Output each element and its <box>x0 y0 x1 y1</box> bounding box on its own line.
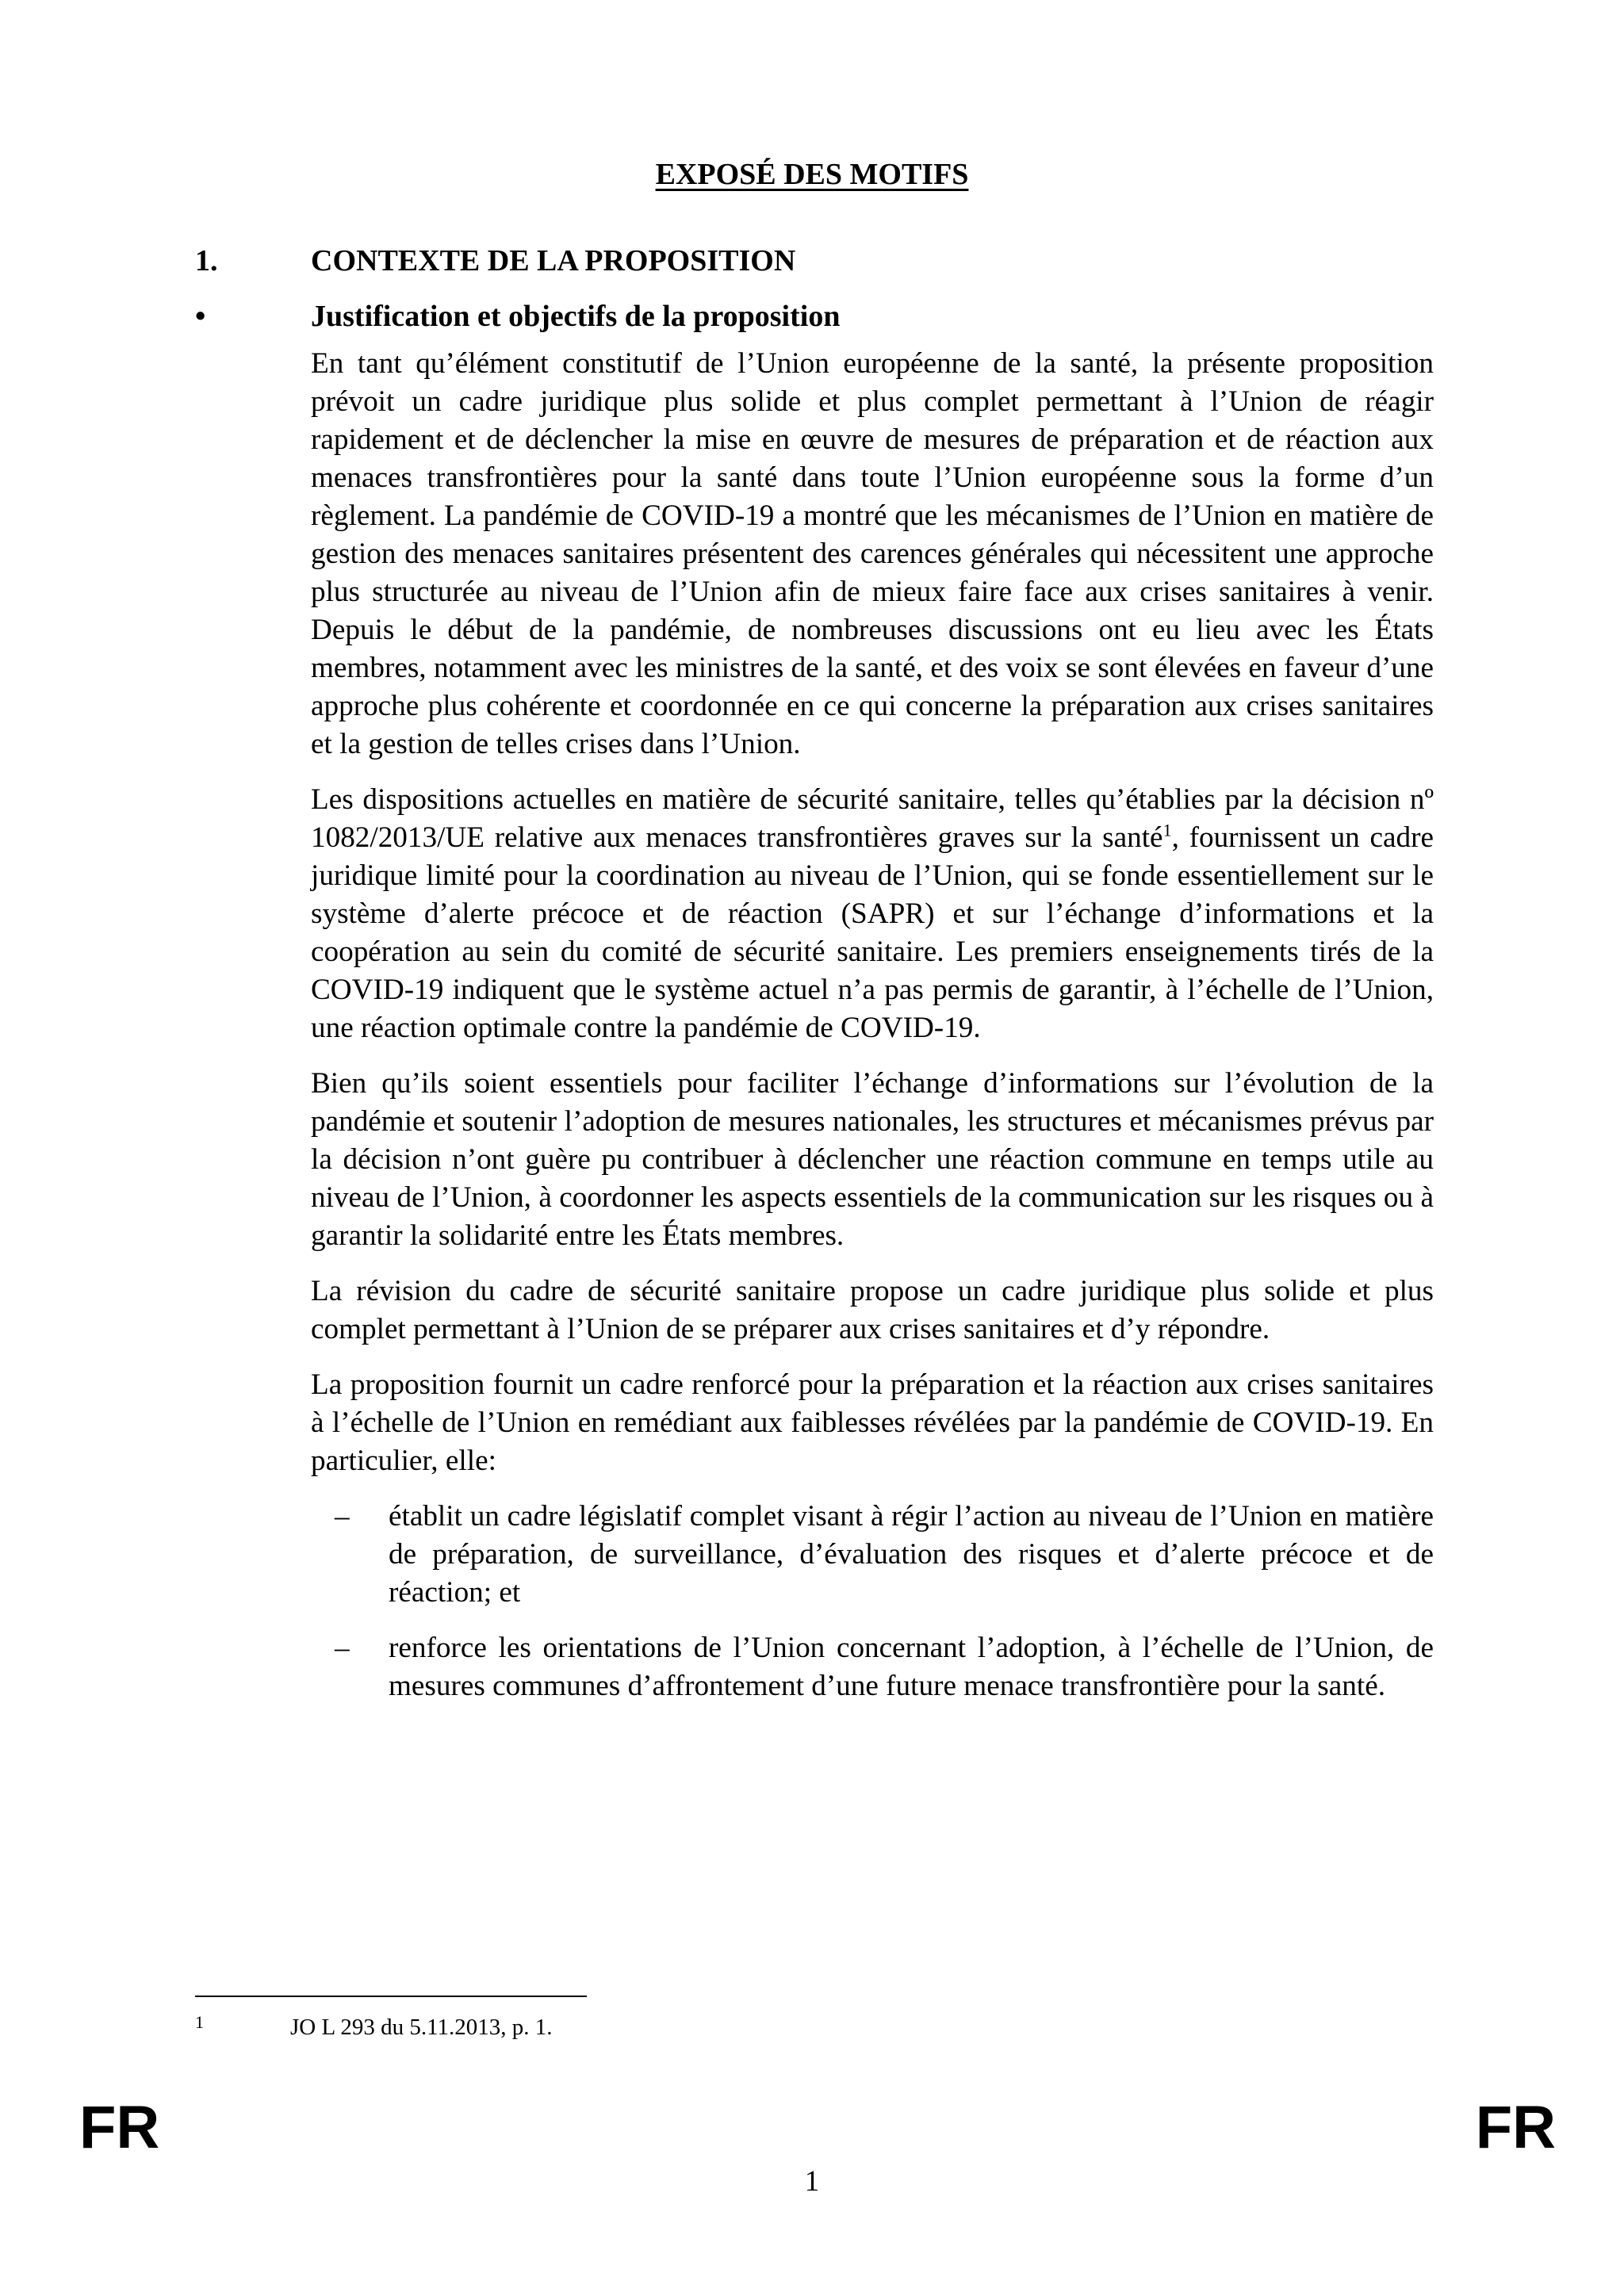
section-heading <box>195 242 795 280</box>
paragraph-2-part-1: Les dispositions actuelles en matière de sécurité sanitaire, telles qu’établies par la décision nº 1082/2013/UE relative aux menaces transfrontières graves sur la santé <box>311 783 1434 854</box>
dash-list-item <box>311 1498 1434 1612</box>
footnote-reference: 1 <box>1162 820 1172 840</box>
section-number: 1. <box>195 244 218 277</box>
bullet-icon: • <box>195 300 206 333</box>
dash-icon: – <box>335 1632 350 1664</box>
section-heading-text: CONTEXTE DE LA PROPOSITION <box>311 244 796 277</box>
subsection-heading-text: Justification et objectifs de la proposition <box>311 300 841 333</box>
body-text <box>311 345 1434 1723</box>
language-code-right: FR <box>1475 2094 1556 2161</box>
subsection-heading <box>195 297 840 335</box>
footnote <box>195 2012 553 2042</box>
paragraph-1: En tant qu’élément constitutif de l’Union européenne de la santé, la présente proposition prévoit un cadre juridique plus solide et plus complet permettant à l’Union de réagir rapidement et de déclencher la mise en œuvre de mesures de préparation et de réaction aux menaces transfrontières pour la santé dans toute l’Union européenne sous la forme d’un règlement. La pandémie de COVID-19 a montré que les mécanismes de l’Union en matière de gestion des menaces sanitaires présentent des carences générales qui nécessitent une approche plus structurée au niveau de l’Union afin de mieux faire face aux crises sanitaires à venir. Depuis le début de la pandémie, de nombreuses discussions ont eu lieu avec les États membres, notamment avec les ministres de la santé, et des voix se sont élevées en faveur d’une approche plus cohérente et coordonnée en ce qui concerne la préparation aux crises sanitaires et la gestion de telles crises dans l’Union. <box>311 347 1434 760</box>
dash-list-item <box>311 1629 1434 1705</box>
language-code-left: FR <box>79 2094 160 2161</box>
footnote-number: 1 <box>195 2012 204 2032</box>
footnote-text: JO L 293 du 5.11.2013, p. 1. <box>290 2015 553 2040</box>
paragraph-3: Bien qu’ils soient essentiels pour faciliter l’échange d’informations sur l’évolution de la pandémie et soutenir l’adoption de mesures nationales, les structures et mécanismes prévus par la décision n’ont guère pu contribuer à déclencher une réaction commune en temps utile au niveau de l’Union, à coordonner les aspects essentiels de la communication sur les risques ou à garantir la solidarité entre les États membres. <box>311 1067 1434 1252</box>
dash-icon: – <box>335 1500 350 1533</box>
dash-list-item-text: renforce les orientations de l’Union concernant l’adoption, à l’échelle de l’Union, de mesures communes d’affrontement d’une future menace transfrontière pour la santé. <box>389 1632 1434 1702</box>
page-number: 1 <box>804 2165 820 2198</box>
footnote-divider <box>195 1996 587 1997</box>
paragraph-4: La révision du cadre de sécurité sanitaire propose un cadre juridique plus solide et plus complet permettant à l’Union de se préparer aux crises sanitaires et d’y répondre. <box>311 1275 1434 1345</box>
paragraph-2-part-2: , fournissent un cadre juridique limité pour la coordination au niveau de l’Union, qui se fonde essentiellement sur le système d’alerte précoce et de réaction (SAPR) et sur l’échange d’informations et la coopération au sein du comité de sécurité sanitaire. Les premiers enseignements tirés de la COVID-19 indiquent que le système actuel n’a pas permis de garantir, à l’échelle de l’Union, une réaction optimale contre la pandémie de COVID-19. <box>311 821 1434 1044</box>
document-title: EXPOSÉ DES MOTIFS <box>655 158 969 191</box>
paragraph-2 <box>311 781 1434 1047</box>
paragraph-5: La proposition fournit un cadre renforcé pour la préparation et la réaction aux crises sanitaires à l’échelle de l’Union en remédiant aux faiblesses révélées par la pandémie de COVID-19. En particulier, elle: <box>311 1368 1434 1477</box>
dash-list-item-text: établit un cadre législatif complet visant à régir l’action au niveau de l’Union en matière de préparation, de surveillance, d’évaluation des risques et d’alerte précoce et de réaction; et <box>389 1500 1434 1609</box>
